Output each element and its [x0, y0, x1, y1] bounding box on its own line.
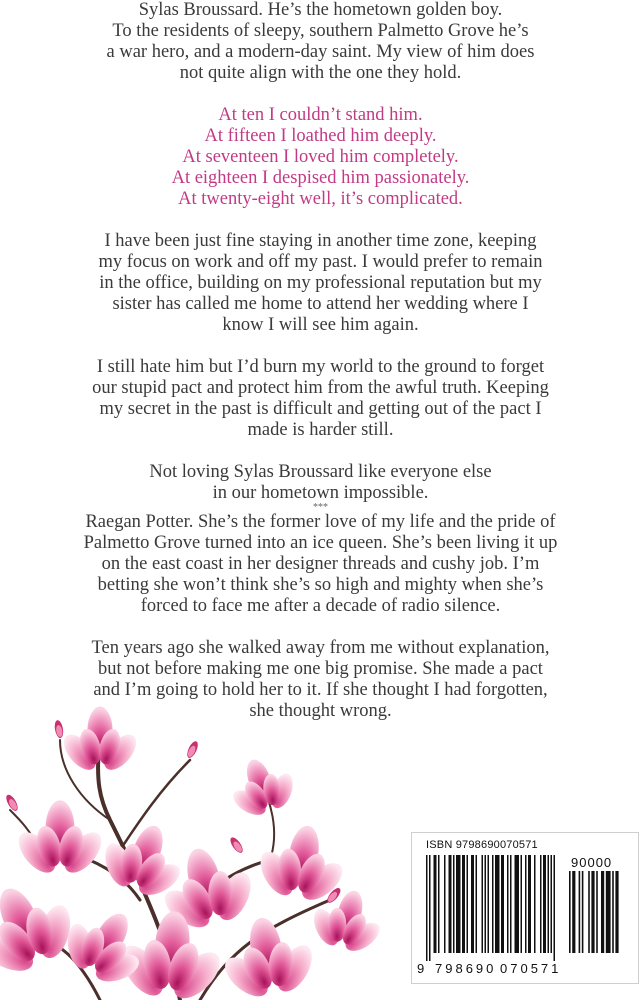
barcode-bar: [482, 855, 484, 953]
isbn-barcode: [411, 832, 639, 984]
blurb-line: and I’m going to hold her to it. If she thought I had forgotten,: [93, 680, 548, 700]
barcode-bar: [429, 855, 431, 961]
barcode-bar: [534, 855, 536, 953]
price-code: 90000: [571, 855, 613, 870]
barcode-bar: [521, 855, 523, 953]
barcode-bar: [525, 855, 527, 953]
blurb-line: my focus on work and off my past. I would prefer to remain: [98, 252, 543, 272]
barcode-bar: [426, 855, 428, 961]
barcode-bar: [606, 871, 611, 953]
blurb-line: betting she won’t think she’s so high and mighty when she’s: [97, 575, 544, 595]
barcode-bar: [438, 855, 440, 953]
barcode-bar: [467, 855, 469, 953]
blurb-line: sister has called me home to attend her wedding where I: [112, 294, 529, 314]
verse-line: At fifteen I loathed him deeply.: [204, 126, 437, 146]
blurb-line: but not before making me one big promise. She made a pact: [98, 659, 543, 679]
barcode-bar: [528, 855, 531, 953]
barcode-bar: [501, 855, 504, 953]
barcode-bar: [548, 855, 550, 953]
magnolia-blossom-illustration: [0, 700, 380, 1000]
blurb-line: a war hero, and a modern-day saint. My view of him does: [106, 42, 535, 62]
blurb-line: Palmetto Grove turned into an ice queen. She’s been living it up: [83, 533, 558, 553]
ean-first-digit: 9: [417, 961, 425, 976]
barcode-bar: [582, 871, 584, 953]
barcode-bar: [612, 871, 614, 953]
blurb-paragraph-2: [0, 231, 641, 336]
blurb-line: I still hate him but I’d burn my world to the ground to forget: [96, 357, 545, 377]
blurb-verse: [0, 105, 641, 210]
isbn-label: ISBN 9798690070571: [426, 839, 538, 851]
barcode-bar: [579, 871, 581, 953]
barcode-bar: [572, 871, 575, 953]
blurb-line: know I will see him again.: [222, 315, 419, 335]
blurb-paragraph-5: [0, 512, 641, 617]
barcode-bar: [591, 871, 594, 953]
barcode-bar: [492, 855, 494, 953]
barcode-bar: [543, 855, 546, 953]
barcode-bar: [456, 855, 461, 953]
barcode-bar: [488, 855, 490, 953]
barcode-bar: [601, 871, 604, 953]
verse-line: At seventeen I loved him completely.: [182, 147, 459, 167]
barcode-bar: [453, 855, 455, 953]
ean-right-digits: 070571: [500, 961, 562, 976]
blurb-line: Not loving Sylas Broussard like everyone else: [149, 462, 492, 482]
verse-line: At eighteen I despised him passionately.: [171, 168, 470, 188]
ean-barcode-bars: [426, 855, 564, 961]
blurb-line: not quite align with the one they hold.: [179, 63, 462, 83]
barcode-bar: [444, 855, 446, 953]
blurb-line: Sylas Broussard. He’s the hometown golden boy.: [138, 0, 503, 20]
blurb-line: in the office, building on my professional reputation but my: [99, 273, 542, 293]
blurb-paragraph-4: [0, 462, 641, 504]
barcode-bar: [434, 855, 437, 953]
blurb-line: Raegan Potter. She’s the former love of my life and the pride of: [85, 512, 556, 532]
barcode-bar: [507, 855, 509, 953]
blurb-line: our stupid pact and protect him from the awful truth. Keeping: [92, 378, 549, 398]
barcode-bar: [596, 871, 598, 953]
barcode-bar: [449, 855, 452, 953]
barcode-bar: [588, 871, 590, 953]
verse-line: At ten I couldn’t stand him.: [218, 105, 423, 125]
blurb-line: I have been just fine staying in another time zone, keeping: [104, 231, 537, 251]
blurb-line: Ten years ago she walked away from me without explanation,: [91, 638, 550, 658]
barcode-bar: [476, 855, 478, 953]
blurb-line: in our hometown impossible.: [212, 483, 429, 503]
blurb-paragraph-1: [0, 0, 641, 84]
blurb-line: on the east coast in her designer threads and cushy job. I’m: [101, 554, 540, 574]
barcode-bar: [569, 871, 571, 953]
barcode-bar: [554, 855, 556, 961]
blurb-line: To the residents of sleepy, southern Palmetto Grove he’s: [112, 21, 529, 41]
barcode-bar: [471, 855, 474, 953]
barcode-bar: [485, 855, 487, 953]
barcode-bar: [495, 855, 500, 953]
barcode-bar: [540, 855, 542, 953]
barcode-bar: [510, 855, 512, 953]
price-addon-bars: [569, 871, 625, 961]
barcode-bar: [615, 871, 618, 953]
ean-left-digits: 798690: [435, 961, 497, 976]
barcode-bar: [462, 855, 465, 953]
blurb-line: forced to face me after a decade of radio silence.: [140, 596, 501, 616]
barcode-bar: [515, 855, 520, 953]
blurb-line: my secret in the past is difficult and getting out of the pact I: [99, 399, 542, 419]
blurb-paragraph-3: [0, 357, 641, 441]
blurb-line: made is harder still.: [247, 420, 394, 440]
verse-line: At twenty-eight well, it’s complicated.: [178, 189, 463, 209]
blurb-line: she thought wrong.: [249, 701, 392, 721]
section-separator: ***: [313, 502, 328, 513]
barcode-bar: [551, 855, 553, 953]
